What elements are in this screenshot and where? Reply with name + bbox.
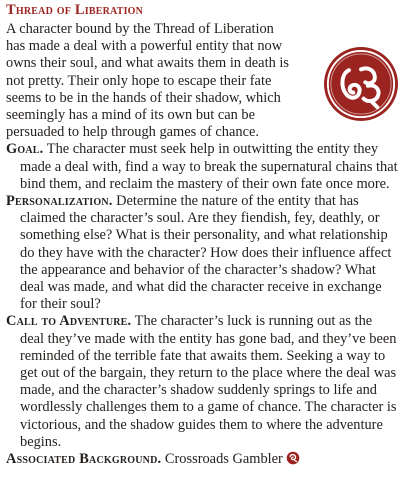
- section-call-to-adventure: [6, 313, 398, 451]
- intro-block: [6, 21, 398, 141]
- page: [6, 2, 398, 468]
- red-swirl-icon: [286, 451, 300, 465]
- section-text: The character’s luck is running out as the deal they’ve made with the entity has gone bad, and they’ve been reminded of the terrible fate that awaits them. Seeking a way to get out of the bargain, they return to the place where the deal was made, and the character’s shadow suddenly springs to life and wordlessly challenges them to a game of chance. The character is victorious, and the shadow guides them to where the adventure begins.: [20, 313, 397, 450]
- section-text: Crossroads Gambler: [161, 451, 283, 468]
- red-seal-emblem-icon: [318, 41, 404, 127]
- section-associated-background: [6, 451, 398, 468]
- section-text: The character must seek help in outwitting the entity they made a deal with, find a way to break the supernatural chains that bind them, and reclaim the mastery of their own fate once more.: [20, 141, 398, 192]
- section-label: Goal.: [6, 141, 44, 158]
- section-label: Personalization.: [6, 193, 113, 210]
- intro-paragraph: A character bound by the Thread of Liberation has made a deal with a powerful entity that now owns their soul, and what awaits them in death is not pretty. Their only hope to escape their fate seems to be in the hands of their shadow, which seemingly has a mind of its own but can be persuaded to help through games of chance.: [6, 21, 289, 141]
- section-text: Determine the nature of the entity that has claimed the character’s soul. Are they fiendish, fey, deathly, or something else? What is their personality, and what relationship do they have with the character? How does their influence affect the appearance and behavior of the character’s shadow? What deal was made, and what did the character receive in exchange for their soul?: [20, 193, 392, 313]
- section-label: Call to Adventure.: [6, 313, 132, 330]
- section-goal: [6, 141, 398, 193]
- page-title: Thread of Liberation: [6, 2, 144, 18]
- section-personalization: [6, 193, 398, 313]
- section-label: Associated Background.: [6, 451, 162, 468]
